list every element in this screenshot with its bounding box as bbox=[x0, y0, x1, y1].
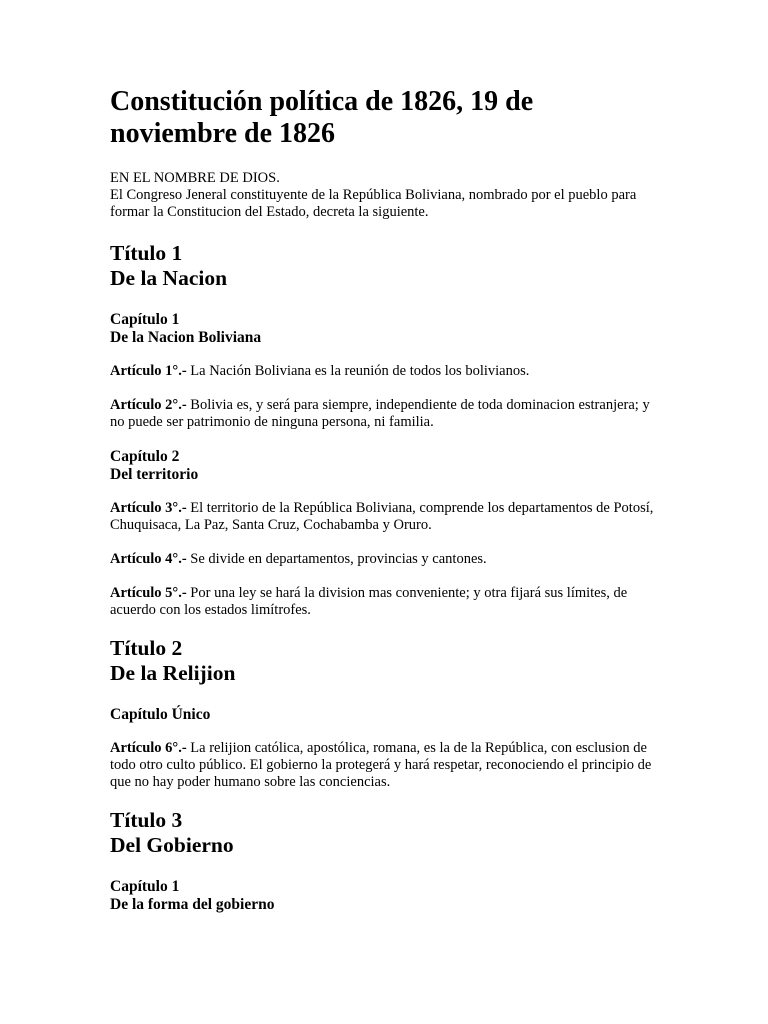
intro-decree: El Congreso Jeneral constituyente de la República Boliviana, nombrado por el pueblo para formar la Constitucion del Estado, decreta la siguiente. bbox=[110, 187, 637, 220]
articulo-label: Artículo 2°.- bbox=[110, 397, 187, 413]
articulo-text: Por una ley se hará la division mas conveniente; y otra fijará sus límites, de acuerdo con los estados limítrofes. bbox=[110, 585, 628, 618]
titulo-name: Del Gobierno bbox=[110, 833, 234, 857]
capitulo-heading bbox=[110, 878, 655, 914]
articulo bbox=[110, 740, 655, 791]
titulo-label: Título 2 bbox=[110, 636, 183, 660]
articulo-text: La Nación Boliviana es la reunión de todos los bolivianos. bbox=[190, 363, 530, 379]
capitulo-label: Capítulo Único bbox=[110, 706, 211, 723]
capitulo-label: Capítulo 2 bbox=[110, 448, 180, 465]
articulo bbox=[110, 397, 655, 431]
capitulo-name: De la Nacion Boliviana bbox=[110, 329, 262, 346]
articulo-text: La relijion católica, apostólica, romana, es la de la República, con esclusion de todo otro culto público. El gobierno la protegerá y hará respetar, reconociendo el principio de que no hay poder humano sobre las conciencias. bbox=[110, 740, 652, 790]
capitulo-heading bbox=[110, 706, 655, 724]
articulo-text: El territorio de la República Boliviana, comprende los departamentos de Potosí, Chuquisaca, La Paz, Santa Cruz, Cochabamba y Oruro. bbox=[110, 500, 654, 533]
articulo-label: Artículo 5°.- bbox=[110, 585, 187, 601]
articulo bbox=[110, 585, 655, 619]
titulo-label: Título 1 bbox=[110, 241, 183, 265]
capitulo-heading bbox=[110, 448, 655, 484]
capitulo-label: Capítulo 1 bbox=[110, 878, 180, 895]
articulo-label: Artículo 1°.- bbox=[110, 363, 187, 379]
document-intro bbox=[110, 170, 655, 221]
titulo-name: De la Nacion bbox=[110, 266, 228, 290]
titulo-heading bbox=[110, 636, 655, 686]
intro-invocation: EN EL NOMBRE DE DIOS. bbox=[110, 170, 280, 186]
articulo bbox=[110, 551, 655, 568]
titulo-heading bbox=[110, 808, 655, 858]
capitulo-heading bbox=[110, 311, 655, 347]
capitulo-label: Capítulo 1 bbox=[110, 311, 180, 328]
titulo-heading bbox=[110, 241, 655, 291]
capitulo-name: Del territorio bbox=[110, 466, 199, 483]
articulo-text: Se divide en departamentos, provincias y cantones. bbox=[190, 551, 487, 567]
capitulo-name: De la forma del gobierno bbox=[110, 896, 275, 913]
articulo-text: Bolivia es, y será para siempre, independiente de toda dominacion estranjera; y no puede ser patrimonio de ninguna persona, ni familia. bbox=[110, 397, 650, 430]
titulo-name: De la Relijion bbox=[110, 661, 236, 685]
document-title: Constitución política de 1826, 19 de noviembre de 1826 bbox=[110, 86, 534, 149]
articulo-label: Artículo 4°.- bbox=[110, 551, 187, 567]
document-page bbox=[110, 86, 655, 930]
articulo bbox=[110, 363, 655, 380]
articulo-label: Artículo 3°.- bbox=[110, 500, 187, 516]
titulo-label: Título 3 bbox=[110, 808, 183, 832]
articulo-label: Artículo 6°.- bbox=[110, 740, 187, 756]
articulo bbox=[110, 500, 655, 534]
